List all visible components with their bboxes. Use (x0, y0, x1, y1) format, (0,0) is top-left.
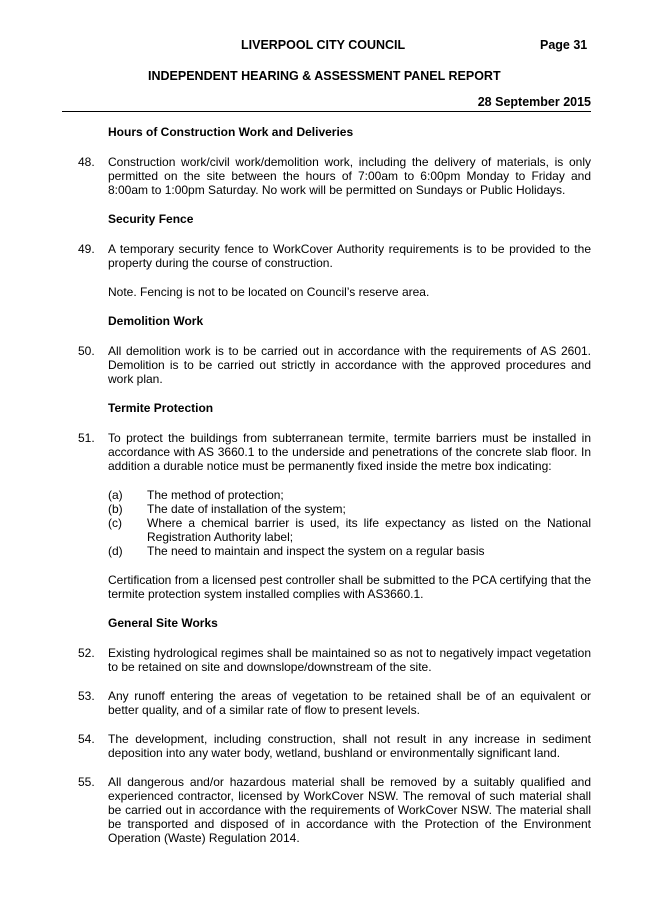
condition-text: To protect the buildings from subterranean termite, termite barriers must be installed in accordance with AS 3660.1 to the underside and penetrations of the concrete slab floor. In addition a durable notice must be permanently fixed inside the metre box indicating: (108, 431, 591, 473)
list-item (108, 488, 591, 502)
list-item (108, 516, 591, 544)
condition-54 (78, 732, 591, 760)
condition-number: 53. (78, 689, 95, 703)
condition-text: A temporary security fence to WorkCover Authority requirements is to be provided to the property during the course of construction. (108, 242, 591, 270)
condition-number: 52. (78, 646, 95, 660)
document-body (78, 125, 591, 860)
certification-note: Certification from a licensed pest controller shall be submitted to the PCA certifying that the termite protection system installed complies with AS3660.1. (108, 573, 591, 601)
condition-number: 51. (78, 431, 95, 445)
list-item-text: The date of installation of the system; (147, 502, 346, 516)
section-heading: Termite Protection (108, 401, 214, 415)
section-heading: Demolition Work (108, 314, 204, 328)
condition-text: All demolition work is to be carried out in accordance with the requirements of AS 2601. Demolition is to be carried out strictly in accordance with the approved procedures and work plan. (108, 344, 591, 386)
council-name: LIVERPOOL CITY COUNCIL (241, 38, 406, 52)
fence-note: Note. Fencing is not to be located on Council’s reserve area. (108, 285, 430, 299)
report-title: INDEPENDENT HEARING & ASSESSMENT PANEL REPORT (148, 69, 501, 83)
notice-list (108, 488, 591, 558)
page-number: Page 31 (540, 38, 588, 52)
condition-55 (78, 775, 591, 845)
list-item-text: The method of protection; (147, 488, 284, 502)
condition-number: 49. (78, 242, 95, 256)
condition-49 (78, 242, 591, 270)
list-item-label: (a) (108, 488, 123, 502)
section-heading: Hours of Construction Work and Deliveries (108, 125, 354, 139)
report-date: 28 September 2015 (477, 95, 591, 109)
condition-53 (78, 689, 591, 717)
condition-text: Construction work/civil work/demolition work, including the delivery of materials, is only permitted on the site between the hours of 7:00am to 6:00pm Monday to Friday and 8:00am to 1:00pm Saturday. No work will be permitted on Sundays or Public Holidays. (108, 155, 591, 197)
list-item (108, 544, 591, 558)
section-heading: Security Fence (108, 212, 194, 226)
list-item (108, 502, 591, 516)
condition-text: Existing hydrological regimes shall be maintained so as not to negatively impact vegetation to be retained on site and downslope/downstream of the site. (108, 646, 591, 674)
list-item-label: (b) (108, 502, 123, 516)
header-divider (62, 111, 591, 112)
condition-50 (78, 344, 591, 386)
condition-51 (78, 431, 591, 473)
list-item-label: (c) (108, 516, 122, 530)
condition-number: 48. (78, 155, 95, 169)
condition-number: 50. (78, 344, 95, 358)
condition-text: Any runoff entering the areas of vegetation to be retained shall be of an equivalent or better quality, and of a similar rate of flow to present levels. (108, 689, 591, 717)
section-heading: General Site Works (108, 616, 218, 630)
condition-48 (78, 155, 591, 197)
condition-text: The development, including construction, shall not result in any increase in sediment deposition into any water body, wetland, bushland or environmentally significant land. (108, 732, 591, 760)
list-item-text: The need to maintain and inspect the system on a regular basis (147, 544, 485, 558)
condition-number: 54. (78, 732, 95, 746)
condition-number: 55. (78, 775, 95, 789)
list-item-label: (d) (108, 544, 123, 558)
condition-52 (78, 646, 591, 674)
condition-text: All dangerous and/or hazardous material shall be removed by a suitably qualified and experienced contractor, licensed by WorkCover NSW. The removal of such material shall be carried out in accordance with the requirements of WorkCover NSW. The material shall be transported and disposed of in accordance with the Protection of the Environment Operation (Waste) Regulation 2014. (108, 775, 591, 845)
list-item-text: Where a chemical barrier is used, its life expectancy as listed on the National Registration Authority label; (147, 516, 591, 544)
